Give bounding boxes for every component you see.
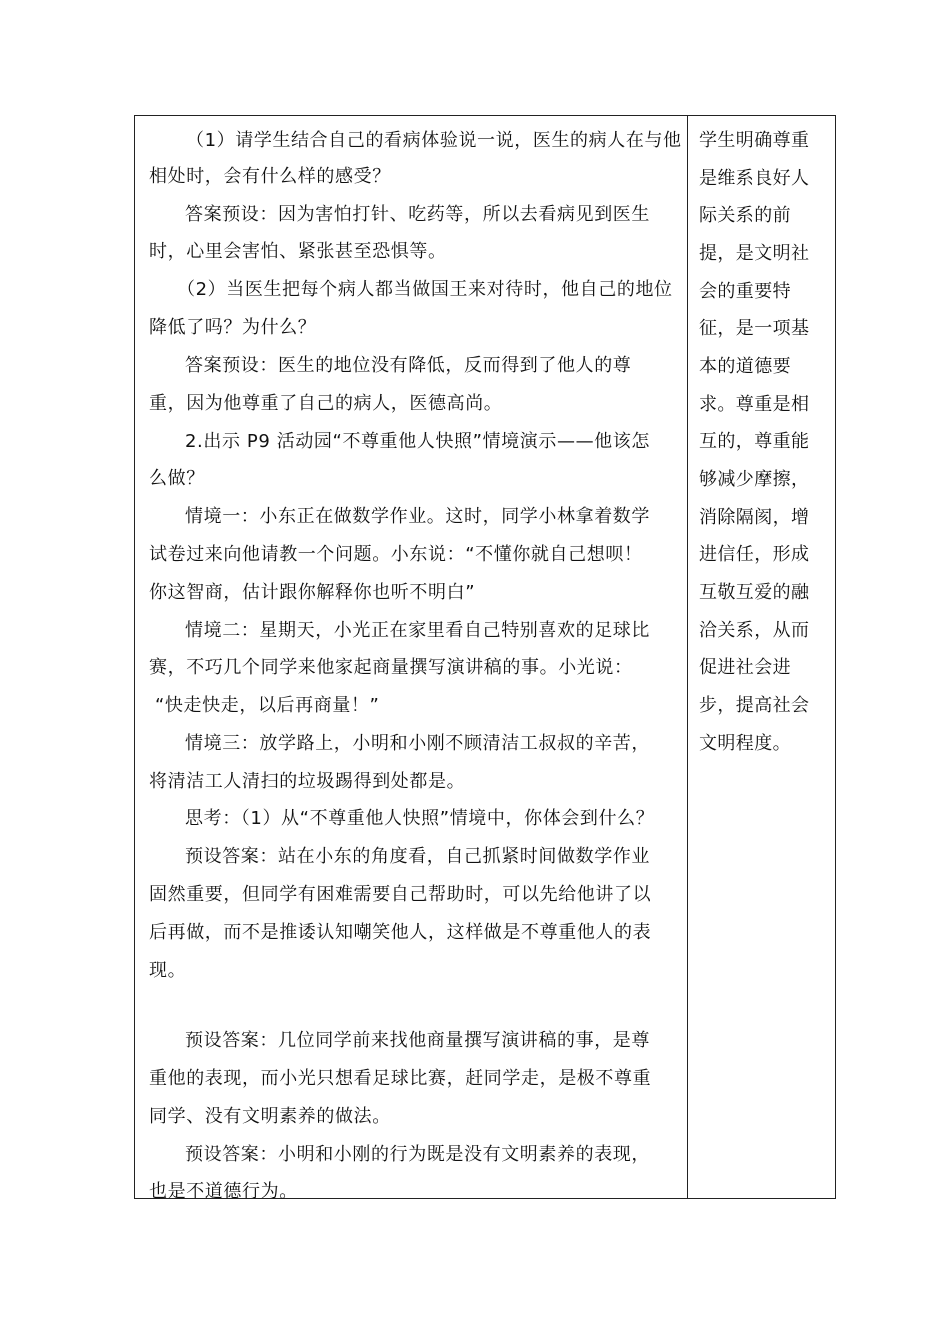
- side-line: 互敬互爱的融: [699, 582, 810, 603]
- side-line: 征，是一项基: [699, 318, 810, 339]
- main-line: 试卷过来向他请教一个问题。小东说：“不懂你就自己想呗！: [149, 544, 643, 565]
- main-line: 2.出示 P9 活动园“不尊重他人快照”情境演示——他该怎: [185, 431, 650, 452]
- main-line: 相处时，会有什么样的感受？: [149, 166, 391, 187]
- main-line: “快走快走，以后再商量！”: [155, 695, 380, 716]
- side-line: 文明程度。: [699, 733, 791, 754]
- main-line: 时，心里会害怕、紧张甚至恐惧等。: [149, 241, 447, 262]
- side-line: 学生明确尊重: [699, 130, 810, 151]
- side-line: 进信任，形成: [699, 544, 810, 565]
- side-line: 互的，尊重能: [699, 431, 810, 452]
- main-line: 你这智商，估计跟你解释你也听不明白”: [149, 582, 476, 603]
- lesson-plan-table: [134, 115, 836, 1202]
- main-line: 预设答案：几位同学前来找他商量撰写演讲稿的事，是尊: [185, 1030, 650, 1051]
- main-line: 答案预设：因为害怕打针、吃药等，所以去看病见到医生: [185, 204, 650, 225]
- side-line: 够减少摩擦，: [699, 469, 810, 490]
- side-line: 本的道德要: [699, 356, 791, 377]
- side-line: 提，是文明社: [699, 243, 810, 264]
- main-line: 预设答案：站在小东的角度看，自己抓紧时间做数学作业: [185, 846, 650, 867]
- side-line: 促进社会进: [699, 657, 791, 678]
- side-line: 际关系的前: [699, 205, 791, 226]
- main-line: 情境一：小东正在做数学作业。这时，同学小林拿着数学: [185, 506, 650, 527]
- side-line: 是维系良好人: [699, 168, 810, 189]
- main-line: 赛，不巧几个同学来他家起商量撰写演讲稿的事。小光说：: [149, 657, 633, 678]
- main-line: （1）请学生结合自己的看病体验说一说，医生的病人在与他: [186, 130, 682, 151]
- main-line: 重他的表现，而小光只想看足球比赛，赶同学走，是极不尊重: [149, 1068, 652, 1089]
- column-divider: [687, 116, 688, 1198]
- main-line: 现。: [149, 960, 187, 981]
- main-line: 答案预设：医生的地位没有降低，反而得到了他人的尊: [185, 355, 632, 376]
- main-line: 将清洁工人清扫的垃圾踢得到处都是。: [149, 771, 466, 792]
- main-line: 也是不道德行为。: [149, 1181, 298, 1202]
- side-line: 求。尊重是相: [699, 394, 810, 415]
- main-line: 思考：（1）从“不尊重他人快照”情境中，你体会到什么？: [185, 808, 655, 829]
- main-line: 降低了吗？为什么？: [149, 317, 317, 338]
- main-line: 预设答案：小明和小刚的行为既是没有文明素养的表现，: [185, 1144, 650, 1165]
- side-line: 会的重要特: [699, 281, 791, 302]
- main-line: 情境二：星期天，小光正在家里看自己特别喜欢的足球比: [185, 620, 650, 641]
- main-line: 后再做，而不是推诿认知嘲笑他人，这样做是不尊重他人的表: [149, 922, 652, 943]
- main-line: 固然重要，但同学有困难需要自己帮助时，可以先给他讲了以: [149, 884, 652, 905]
- main-line: （2）当医生把每个病人都当做国王来对待时，他自己的地位: [177, 279, 673, 300]
- side-line: 消除隔阂，增: [699, 507, 810, 528]
- main-line: 重，因为他尊重了自己的病人，医德高尚。: [149, 393, 503, 414]
- side-line: 步，提高社会: [699, 695, 810, 716]
- side-line: 洽关系，从而: [699, 620, 810, 641]
- main-line: 同学、没有文明素养的做法。: [149, 1106, 391, 1127]
- main-line: 情境三：放学路上，小明和小刚不顾清洁工叔叔的辛苦，: [185, 733, 650, 754]
- main-line: 么做？: [149, 468, 205, 489]
